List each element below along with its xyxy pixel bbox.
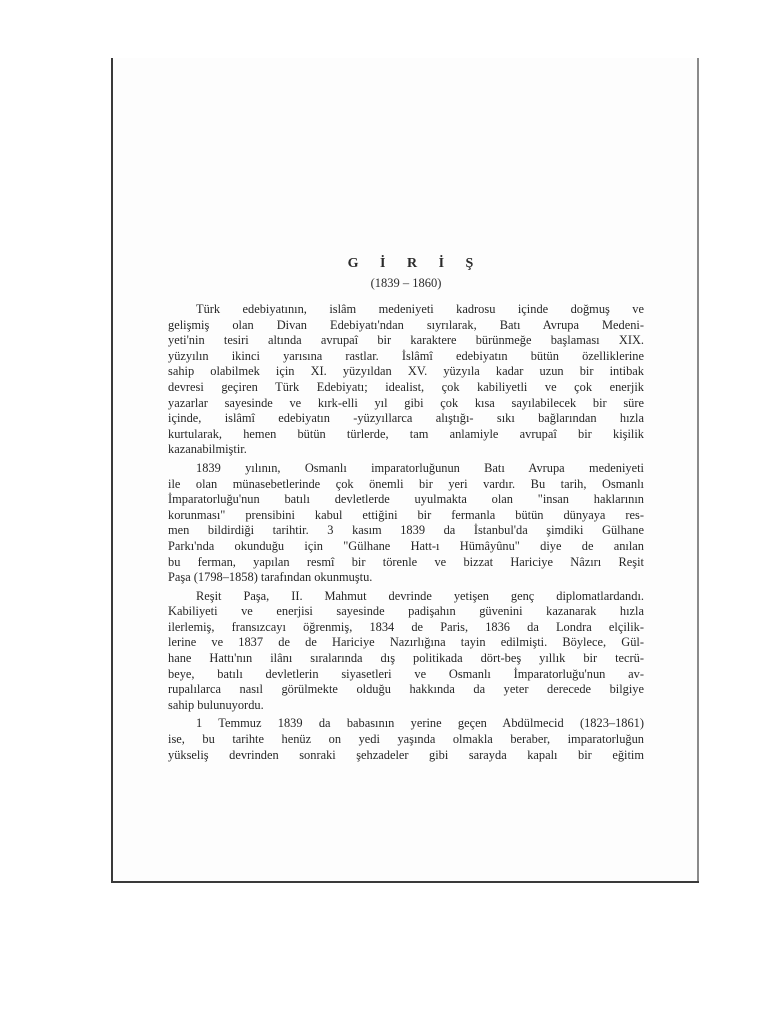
text-line: devresi geçiren Türk Edebiyatı; idealist, çok kabiliyetli ve çok enerjik: [168, 379, 644, 394]
text-line: Reşit Paşa, II. Mahmut devrinde yetişen genç diplomatlardandı.: [196, 588, 644, 603]
text-line: Paşa (1798–1858) tarafından okunmuştu.: [168, 570, 373, 585]
text-line: korunması" prensibini kabul ettiğini bir fermanla bütün dünyaya res-: [168, 507, 644, 522]
text-line: Türk edebiyatının, islâm medeniyeti kadrosu içinde doğmuş ve: [196, 302, 644, 316]
text-line: kurtularak, hemen bütün türlerde, tam anlamiyle avrupaî bir kişilik: [168, 426, 644, 441]
text-line: ise, bu tarihte henüz on yedi yaşında olmakla beraber, imparatorluğun: [168, 732, 644, 747]
text-line: beye, batılı devletlerin siyasetleri ve Osmanlı İmparatorluğu'nun av-: [168, 666, 644, 681]
text-line: Kabiliyeti ve enerjisi sayesinde padişahın güvenini kazanarak hızla: [168, 604, 644, 619]
page-edge: [697, 58, 699, 881]
text-line: men bildirdiği tarihtir. 3 kasım 1839 da İstanbul'da şimdiki Gülhane: [168, 523, 644, 538]
paragraph-2: [168, 461, 644, 586]
text-line: 1839 yılının, Osmanlı imparatorluğunun Batı Avrupa medeniyeti: [196, 460, 644, 475]
text-line: ile olan münasebetlerinde çok önemli bir yeri vardır. Bu tarih, Osmanlı: [168, 476, 644, 491]
text-line: yeti'nin tesiri altında avrupaî bir karaktere bürünmeğe başlaması XIX.: [168, 333, 644, 348]
text-line: kazanabilmiştir.: [168, 442, 247, 457]
chapter-date-range: (1839 – 1860): [370, 276, 442, 290]
text-line: sahip olabilmek için XI. yüzyıldan XV. yüzyıla kadar uzun bir intibak: [168, 364, 644, 379]
text-line: içinde, islâmî edebiyatın -yüzyıllarca alıştığı- sıkı bağlarından hızla: [168, 411, 644, 426]
scanned-page: [111, 58, 699, 883]
text-line: yüzyılın ikinci yarısına rastlar. İslâmî edebiyatın bütün özelliklerine: [168, 348, 644, 363]
paragraph-3: [168, 589, 644, 714]
text-line: Parkı'nda okunduğu için "Gülhane Hatt-ı Hümâyûnu" diye de anılan: [168, 538, 644, 553]
text-line: bu ferman, yapılan resmî bir törenle ve bizzat Hariciye Nâzırı Reşit: [168, 554, 644, 569]
paragraph-1: [168, 302, 644, 458]
text-line: hane Hattı'nın ilânı sıralarında dış politikada dört-beş yıllık bir tecrü-: [168, 651, 644, 666]
text-line: rupalılarca nasıl görülmekte olduğu hakkında da yeter derecede bilgiye: [168, 682, 644, 697]
chapter-title: G İ R İ Ş: [347, 256, 483, 271]
text-line: yazarlar sayesinde ve kırk-elli yıl gibi çok kısa sayılabilecek bir süre: [168, 395, 644, 410]
body-text: [168, 302, 644, 766]
text-line: sahip bulunuyordu.: [168, 697, 264, 712]
text-line: ilerlemiş, fransızcayı öğrenmiş, 1834 de Paris, 1836 da Londra elçilik-: [168, 619, 644, 634]
text-line: 1 Temmuz 1839 da babasının yerine geçen Abdülmecid (1823–1861): [196, 716, 644, 731]
text-line: İmparatorluğu'nun batılı devletlerde uyulmakta olan "insan haklarının: [168, 492, 644, 507]
text-line: lerine ve 1837 de de Hariciye Nazırlığına tayin edilmişti. Böylece, Gül-: [168, 635, 644, 650]
paragraph-4: [168, 716, 644, 763]
text-line: gelişmiş olan Divan Edebiyatı'ndan sıyrılarak, Batı Avrupa Medeni-: [168, 317, 644, 332]
text-line: yükseliş devrinden sonraki şehzadeler gibi sarayda kapalı bir eğitim: [168, 747, 644, 762]
